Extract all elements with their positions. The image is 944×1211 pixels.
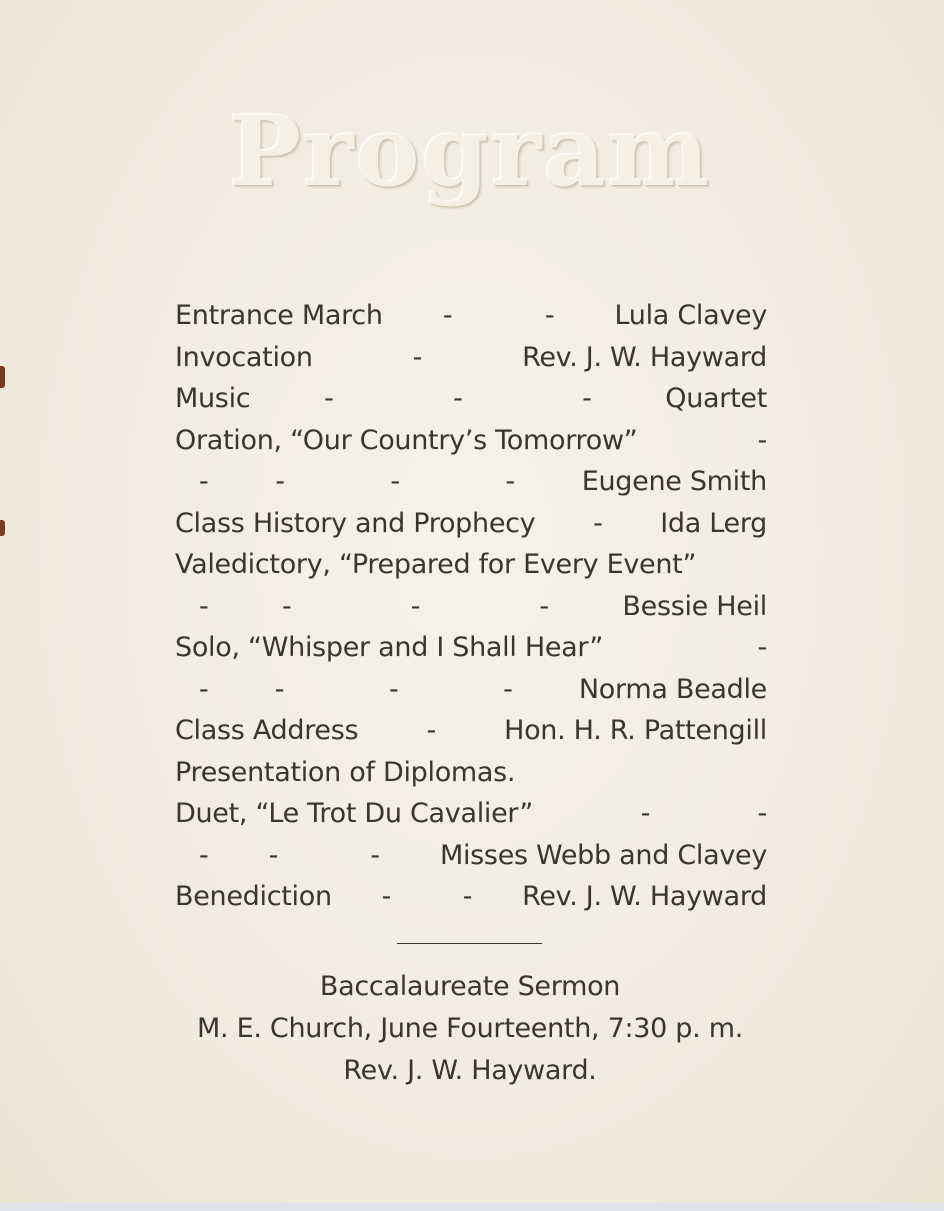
program-item-performer: Hon. H. R. Pattengill <box>504 715 767 746</box>
leader-dash: - <box>505 466 515 497</box>
leader-dash: - <box>412 341 423 373</box>
program-item-performer: Eugene Smith <box>581 466 767 497</box>
leader-dash: - <box>426 715 436 746</box>
program-item-performer: - <box>757 632 767 663</box>
program-item-performer: Rev. J. W. Hayward <box>522 881 767 912</box>
program-item <box>175 383 767 425</box>
program-item <box>175 715 767 757</box>
leader-dash: - <box>410 590 421 622</box>
binding-mark <box>0 520 5 536</box>
leader-dashes <box>208 591 622 622</box>
leader-dashes <box>535 508 660 539</box>
program-item-title: - <box>199 466 209 497</box>
leader-dash: - <box>268 839 279 871</box>
program-item-performer: Ida Lerg <box>660 507 767 539</box>
program-item-title: Entrance March <box>175 300 383 331</box>
leader-dash: - <box>282 590 292 622</box>
leader-dash: - <box>539 590 549 622</box>
divider-line <box>397 943 542 944</box>
leader-dash: - <box>640 798 651 829</box>
embossed-title: Program <box>228 95 712 208</box>
leader-dash: - <box>582 383 592 414</box>
program-item-performer: - <box>757 798 767 829</box>
program-item-title: Duet, “Le Trot Du Cavalier” <box>175 798 534 829</box>
program-item <box>175 300 767 342</box>
program-item-title: Invocation <box>175 341 313 373</box>
program-item <box>175 466 767 508</box>
program-item-title: - <box>199 673 209 705</box>
program-item-performer: Norma Beadle <box>578 673 767 705</box>
program-item <box>175 549 767 591</box>
program-item <box>175 632 767 674</box>
leader-dash: - <box>390 466 400 497</box>
footer-location: M. E. Church, June Fourteenth, 7:30 p. m. <box>197 1013 743 1044</box>
program-item-performer: Quartet <box>665 383 767 414</box>
leader-dash: - <box>388 673 399 705</box>
program-item <box>175 798 767 840</box>
leader-dash: - <box>593 507 603 539</box>
program-item-title: - <box>199 590 209 622</box>
leader-dash: - <box>453 383 463 414</box>
leader-dash: - <box>324 383 334 414</box>
program-item-performer: - <box>757 424 767 456</box>
program-item-title: Oration, “Our Country’s Tomorrow” <box>175 424 638 456</box>
program-item-performer: Misses Webb and Clavey <box>439 839 767 871</box>
leader-dash: - <box>275 466 285 497</box>
program-item <box>175 342 767 384</box>
leader-dashes <box>358 715 504 746</box>
leader-dashes <box>208 840 440 871</box>
leader-dash: - <box>370 839 380 871</box>
leader-dashes <box>533 798 757 829</box>
program-item-title: Valedictory, “Prepared for Every Event” <box>175 549 697 580</box>
program-item-title: Solo, “Whisper and I Shall Hear” <box>175 632 604 663</box>
footer-heading: Baccalaureate Sermon <box>319 971 621 1002</box>
program-item <box>175 881 767 923</box>
program-item <box>175 425 767 467</box>
program-item <box>175 508 767 550</box>
program-item-title: Benediction <box>175 881 332 912</box>
program-item-performer: Lula Clavey <box>614 300 767 331</box>
leader-dashes <box>332 881 522 912</box>
program-item-performer: Rev. J. W. Hayward <box>522 341 767 373</box>
page-edge <box>0 1203 944 1211</box>
program-item-performer: Bessie Heil <box>622 590 767 622</box>
program-item <box>175 840 767 882</box>
program-item-title: Music <box>175 383 251 414</box>
program-item-title: Class Address <box>175 715 359 746</box>
program-item <box>175 591 767 633</box>
leader-dashes <box>208 674 578 705</box>
leader-dash: - <box>462 881 473 912</box>
leader-dashes <box>313 342 522 373</box>
leader-dashes <box>208 466 581 497</box>
leader-dashes <box>250 383 665 414</box>
baccalaureate-section <box>150 966 790 1092</box>
footer-speaker: Rev. J. W. Hayward. <box>343 1055 597 1086</box>
program-item <box>175 674 767 716</box>
leader-dash: - <box>442 300 453 331</box>
leader-dash: - <box>544 300 555 331</box>
program-item-title: - <box>199 839 209 871</box>
program-item <box>175 757 767 799</box>
leader-dash: - <box>274 673 285 705</box>
binding-mark <box>0 366 5 388</box>
program-item-title: Class History and Prophecy <box>175 507 536 539</box>
program-list <box>175 300 767 923</box>
leader-dash: - <box>503 673 513 705</box>
leader-dashes <box>383 300 615 331</box>
program-item-title: Presentation of Diplomas. <box>175 756 516 788</box>
leader-dash: - <box>381 881 392 912</box>
